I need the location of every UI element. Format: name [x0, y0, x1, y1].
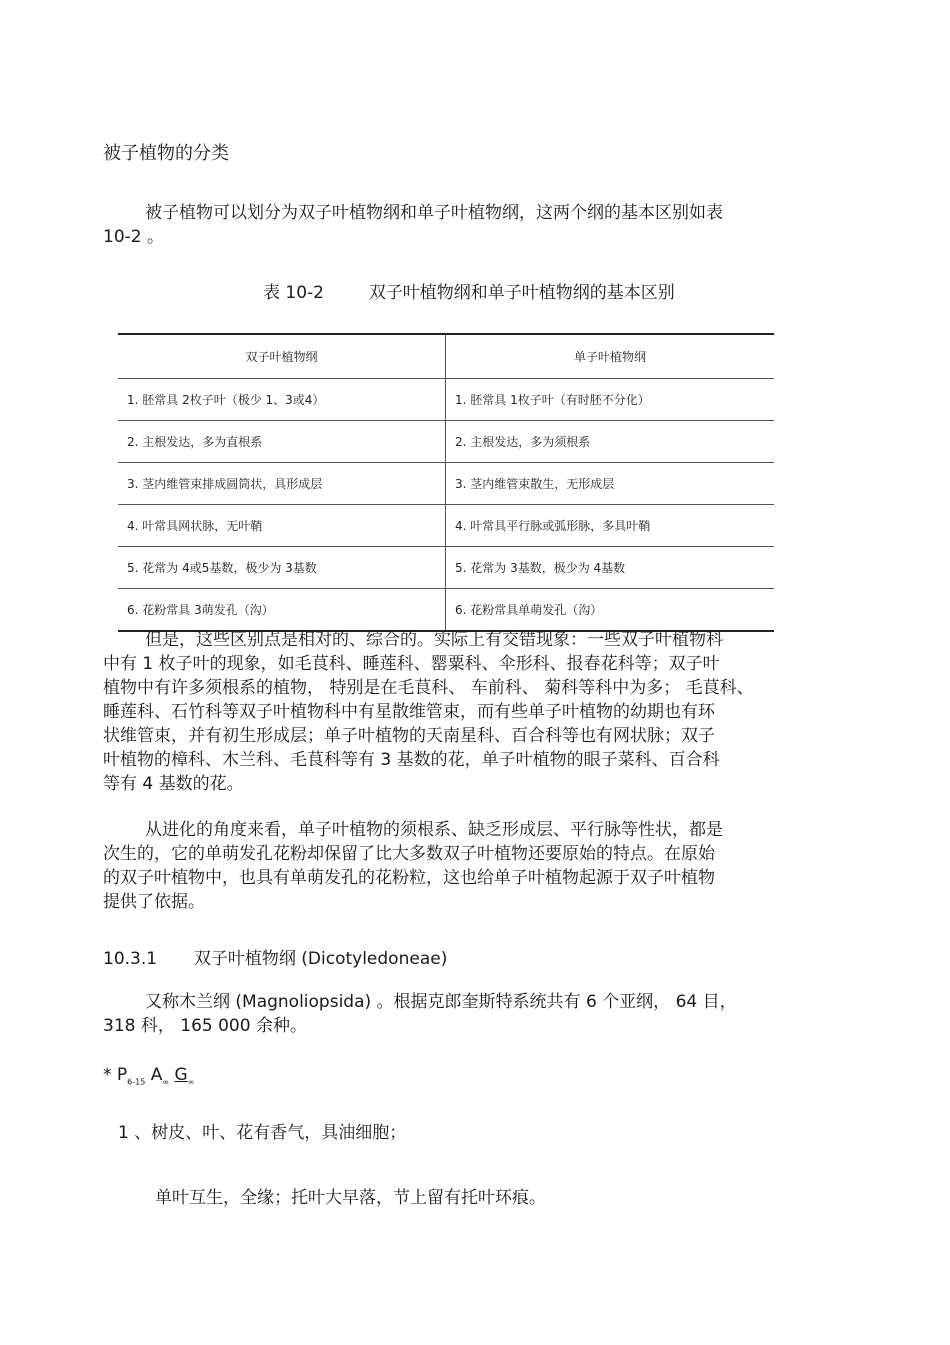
formula-gynoecium: G	[174, 1065, 188, 1085]
formula-androecium-count: ∞	[162, 1077, 170, 1087]
formula-perianth: * P	[103, 1065, 128, 1085]
formula-gynoecium-count: ∞	[187, 1077, 195, 1087]
intro-line: 被子植物可以划分为双子叶植物纲和单子叶植物纲，这两个纲的基本区别如表	[145, 203, 723, 223]
comparison-table	[118, 333, 774, 632]
subsection-title: 双子叶植物纲 (Dicotyledoneae)	[193, 949, 448, 969]
table-row	[118, 589, 774, 632]
intro-line: 10-2 。	[103, 227, 164, 247]
table-row	[118, 379, 774, 421]
paragraph-line: 又称木兰纲 (Magnoliopsida) 。根据克郎奎斯特系统共有 6 个亚纲， 64 目，	[145, 992, 737, 1012]
table-header-monocot: 单子叶植物纲	[573, 350, 646, 364]
paragraph-line: 状维管束，并有初生形成层；单子叶植物的天南星科、百合科等也有网状脉；双子	[103, 726, 715, 746]
formula-androecium: A	[150, 1065, 163, 1085]
paragraph-magnoliopsida	[103, 990, 737, 1038]
table-cell: 2. 主根发达，多为直根系	[118, 421, 446, 463]
table-cell: 3. 茎内维管束排成圆筒状，具形成层	[118, 463, 446, 505]
table-cell: 1. 胚常具 1枚子叶（有时胚不分化）	[455, 393, 650, 407]
feature-item: 单叶互生，全缘；托叶大早落，节上留有托叶环痕。	[155, 1188, 546, 1208]
paragraph-exceptions	[103, 628, 754, 796]
table-caption	[263, 281, 675, 305]
paragraph-line: 等有 4 基数的花。	[103, 774, 244, 794]
table-caption-text: 双子叶植物纲和单子叶植物纲的基本区别	[368, 283, 675, 303]
paragraph-line: 中有 1 枚子叶的现象，如毛茛科、睡莲科、罂粟科、伞形科、报春花科等；双子叶	[103, 654, 720, 674]
feature-item: 1 、树皮、叶、花有香气，具油细胞；	[118, 1123, 407, 1143]
subsection-heading	[103, 947, 447, 971]
section-title: 被子植物的分类	[103, 143, 229, 164]
paragraph-evolution	[103, 818, 723, 914]
subsection-number: 10.3.1	[103, 949, 158, 969]
paragraph-line: 睡莲科、石竹科等双子叶植物科中有星散维管束，而有些单子叶植物的幼期也有环	[103, 702, 715, 722]
paragraph-line: 植物中有许多须根系的植物， 特别是在毛茛科、 车前科、 菊科等科中为多； 毛茛科、	[103, 678, 754, 698]
table-row	[118, 463, 774, 505]
table-row	[118, 547, 774, 589]
floral-formula	[103, 1065, 194, 1086]
table-cell: 4. 叶常具网状脉，无叶鞘	[118, 505, 446, 547]
paragraph-line: 318 科， 165 000 余种。	[103, 1016, 307, 1036]
table-caption-number: 表 10-2	[263, 283, 324, 303]
intro-paragraph	[103, 201, 723, 249]
table-cell: 4. 叶常具平行脉或弧形脉，多具叶鞘	[455, 519, 651, 533]
paragraph-line: 叶植物的樟科、木兰科、毛茛科等有 3 基数的花，单子叶植物的眼子菜科、百合科	[103, 750, 720, 770]
table-row	[118, 421, 774, 463]
table-cell: 5. 花常为 3基数，极少为 4基数	[455, 561, 626, 575]
table-header-row	[118, 334, 774, 379]
table-cell: 5. 花常为 4或5基数，极少为 3基数	[118, 547, 446, 589]
table-row	[118, 505, 774, 547]
paragraph-line: 从进化的角度来看，单子叶植物的须根系、缺乏形成层、平行脉等性状，都是	[145, 820, 723, 840]
formula-perianth-count: 6-15	[127, 1077, 146, 1087]
table-cell: 3. 茎内维管束散生，无形成层	[455, 477, 615, 491]
table-cell: 6. 花粉常具单萌发孔（沟）	[455, 603, 603, 617]
paragraph-line: 但是，这些区别点是相对的、综合的。实际上有交错现象：一些双子叶植物科	[145, 630, 723, 650]
paragraph-line: 次生的，它的单萌发孔花粉却保留了比大多数双子叶植物还要原始的特点。在原始	[103, 844, 715, 864]
paragraph-line: 提供了依据。	[103, 892, 205, 912]
table-cell: 6. 花粉常具 3萌发孔（沟）	[118, 589, 446, 632]
table-cell: 2. 主根发达，多为须根系	[455, 435, 591, 449]
table-header-dicot: 双子叶植物纲	[118, 334, 446, 379]
paragraph-line: 的双子叶植物中，也具有单萌发孔的花粉粒，这也给单子叶植物起源于双子叶植物	[103, 868, 715, 888]
table-cell: 1. 胚常具 2枚子叶（极少 1、3或4）	[118, 379, 446, 421]
